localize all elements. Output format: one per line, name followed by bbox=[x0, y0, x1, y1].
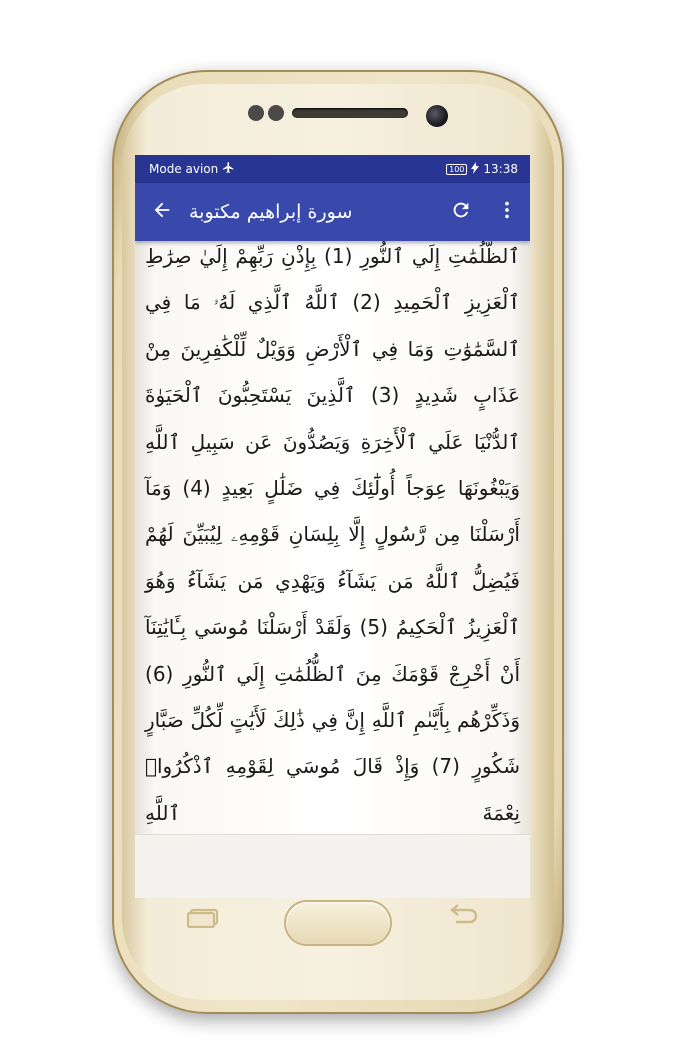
battery-icon bbox=[446, 164, 467, 175]
earpiece-speaker bbox=[292, 108, 408, 118]
front-camera bbox=[426, 105, 448, 127]
status-bar bbox=[135, 155, 530, 183]
sensor-dot bbox=[248, 105, 264, 121]
overflow-menu-button[interactable] bbox=[484, 183, 530, 241]
refresh-button[interactable] bbox=[438, 183, 484, 241]
clock: 13:38 bbox=[483, 162, 518, 176]
recent-apps-button[interactable] bbox=[187, 908, 221, 928]
airplane-mode-label: Mode avion bbox=[149, 162, 219, 176]
page-title: سورة إبراهيم مكتوبة bbox=[189, 201, 353, 223]
status-right bbox=[446, 162, 518, 177]
status-left bbox=[149, 161, 235, 177]
refresh-icon bbox=[450, 199, 472, 225]
battery-level: 100 bbox=[449, 164, 465, 174]
sensor-dot bbox=[268, 105, 284, 121]
app-toolbar bbox=[135, 183, 530, 241]
nav-back-button[interactable] bbox=[446, 904, 478, 930]
recent-apps-icon bbox=[187, 908, 221, 928]
surah-text: ٱلظُّلُمَٰتِ إِلَي ٱلنُّورِ (1) بِإِذْنِ رَبِّهِمْ إِلَيٰ صِرَٰطِ ٱلْعَزِيزِ ٱلْحَمِيدِ (2) ٱللَّهُ ٱلَّذِي لَهُۥ مَا فِي ٱلسَّمَٰوَٰتِ وَمَا فِي ٱلْأَرْضِ وَوَيْلٌ لِّلْكَٰفِرِينَ مِنْ عَذَابٍ شَدِيدٍ (3) ٱلَّذِينَ يَسْتَحِبُّونَ ٱلْحَيَوٰةَ ٱلدُّنْيَا عَلَي ٱلْأَخِرَةِ وَيَصُدُّونَ عَن سَبِيلِ ٱللَّهِ وَيَبْغُونَهَا عِوَجاً أُولَٰٓئِكَ فِي ضَلَٰلٍ بَعِيدٍ (4) وَمَآ أَرْسَلْنَا مِن رَّسُولٍ إِلَّا بِلِسَانِ قَوْمِهِۦ لِيُبَيِّنَ لَهُمْ فَيُضِلُّ ٱللَّهُ مَن يَشَآءُ وَيَهْدِي مَن يَشَآءُ وَهُوَ ٱلْعَزِيزُ ٱلْحَكِيمُ (5) وَلَقَدْ أَرْسَلْنَا مُوسَي بِـَٔايَٰتِنَآ أَنْ أَخْرِجْ قَوْمَكَ مِنَ ٱلظُّلُمَٰتِ إِلَي ٱلنُّورِ (6) وَذَكِّرْهُم بِأَيَّىٰمِ ٱللَّهِ إِنَّ فِي ذَٰلِكَ لَأَيَٰتٍ لِّكُلِّ صَبَّارٍ شَكُورٍ (7) وَإِذْ قَالَ مُوسَي لِقَوْمِهِ ٱذْكُرُوا۟ نِعْمَةَ ٱللَّهِ bbox=[145, 244, 521, 825]
airplane-icon bbox=[222, 161, 235, 177]
screen-bottom-blank bbox=[135, 834, 530, 898]
arrow-back-icon bbox=[151, 199, 173, 225]
more-vert-icon bbox=[496, 199, 518, 225]
charging-icon bbox=[471, 162, 479, 177]
nav-back-icon bbox=[446, 904, 478, 930]
back-button[interactable] bbox=[135, 183, 189, 241]
home-button[interactable] bbox=[286, 902, 390, 944]
phone-screen bbox=[135, 155, 530, 898]
surah-content[interactable] bbox=[135, 241, 530, 834]
